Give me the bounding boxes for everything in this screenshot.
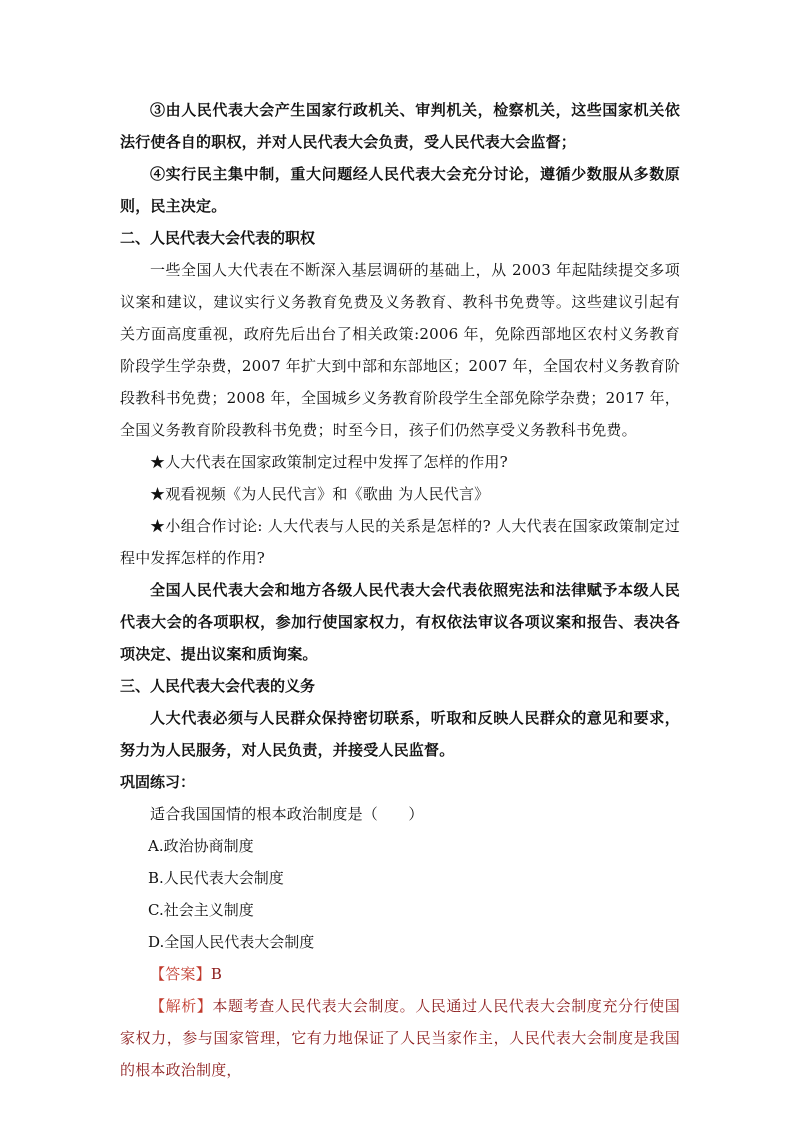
question-stem: 适合我国国情的根本政治制度是（ ） (150, 805, 424, 823)
star-question-2: ★观看视频《为人民代言》和《歌曲 为人民代言》 (150, 485, 490, 503)
section-heading-2: 二、人民代表大会代表的职权 (120, 229, 316, 247)
duties-summary: 人大代表必须与人民群众保持密切联系，听取和反映人民群众的意见和要求，努力为人民服务，对人民负责，并接受人民监督。 (120, 709, 680, 759)
point-3: ③由人民代表大会产生国家行政机关、审判机关，检察机关，这些国家机关依法行使各自的职权，并对人民代表大会负责，受人民代表大会监督； (120, 101, 680, 151)
answer-tag: 【答案】 (150, 965, 211, 983)
answer-value: B (210, 965, 223, 983)
practice-title: 巩固练习： (120, 773, 196, 791)
option-d: D.全国人民代表大会制度 (148, 933, 315, 951)
option-b: B.人民代表大会制度 (148, 869, 284, 887)
star-question-3: ★小组合作讨论: 人大代表与人民的关系是怎样的? 人大代表在国家政策制定过程中发挥怎样的作用? (120, 517, 680, 567)
analysis-paragraph (120, 990, 680, 1086)
star-question-1: ★人大代表在国家政策制定过程中发挥了怎样的作用? (150, 453, 508, 471)
document-body (120, 94, 680, 1086)
option-c: C.社会主义制度 (148, 901, 254, 919)
point-4: ④实行民主集中制，重大问题经人民代表大会充分讨论，遵循少数服从多数原则，民主决定。 (120, 165, 680, 215)
option-a: A.政治协商制度 (148, 837, 254, 855)
answer-line (120, 958, 680, 990)
section-heading-3: 三、人民代表大会代表的义务 (120, 677, 316, 695)
analysis-text: 本题考查人民代表大会制度。人民通过人民代表大会制度充分行使国家权力，参与国家管理，它有力地保证了人民当家作主，人民代表大会制度是我国的根本政治制度， (120, 997, 680, 1079)
rights-summary: 全国人民代表大会和地方各级人民代表大会代表依照宪法和法律赋予本级人民代表大会的各项职权，参加行使国家权力，有权依法审议各项议案和报告、表决各项决定、提出议案和质询案。 (120, 581, 680, 663)
case-paragraph: 一些全国人大代表在不断深入基层调研的基础上，从 2003 年起陆续提交多项议案和建议，建议实行义务教育免费及义务教育、教科书免费等。这些建议引起有关方面高度重视，政府先后出台了相关政策:2006 年，免除西部地区农村义务教育阶段学生学杂费，2007 年扩大到中部和东部地区；2007 年，全国农村义务教育阶段教科书免费；2008 年，全国城乡义务教育阶段学生全部免除学杂费；2017 年，全国义务教育阶段教科书免费；时至今日，孩子们仍然享受义务教科书免费。 (120, 261, 680, 439)
analysis-tag: 【解析】 (150, 997, 213, 1015)
